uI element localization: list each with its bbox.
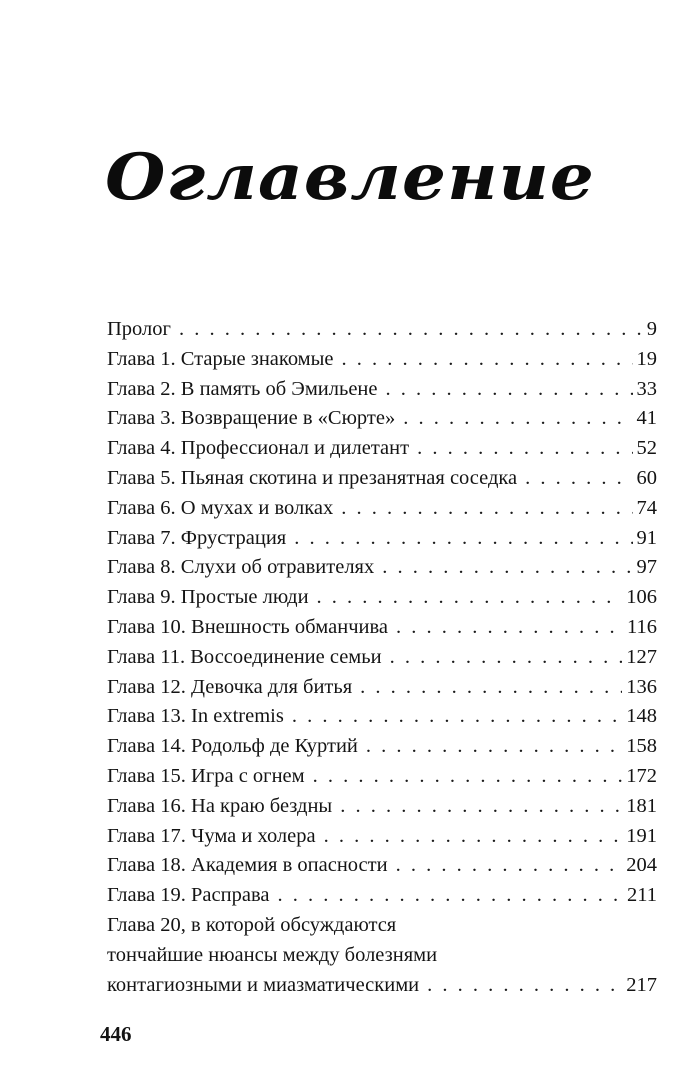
dot-leader xyxy=(366,732,622,762)
toc-entry-chapter-15 xyxy=(107,762,657,792)
toc-entry-label: Глава 15. Игра с огнем xyxy=(107,764,305,787)
dot-leader xyxy=(427,971,622,1001)
toc-entry-label-line-1: Глава 20, в которой обсуждаются xyxy=(107,913,397,936)
toc-entry-chapter-19 xyxy=(107,881,657,911)
dot-leader xyxy=(292,702,622,732)
toc-entry-chapter-5 xyxy=(107,464,657,494)
toc-entry-page: 74 xyxy=(636,496,657,519)
dot-leader xyxy=(360,673,622,703)
toc-entry-page: 172 xyxy=(626,764,657,787)
dot-leader xyxy=(396,613,623,643)
toc-entry-chapter-18 xyxy=(107,851,657,881)
toc-entry-final-line xyxy=(107,971,657,1001)
toc-entry-label: Глава 9. Простые люди xyxy=(107,586,309,609)
dot-leader xyxy=(525,464,632,494)
toc-entry-label-line-3: контагиозными и миазматическими xyxy=(107,973,420,996)
toc-entry-label: Глава 3. Возвращение в «Сюрте» xyxy=(107,407,396,430)
toc-entry-chapter-13 xyxy=(107,702,657,732)
toc-entry-label: Глава 17. Чума и холера xyxy=(107,824,316,847)
toc-entry-label: Глава 4. Профессионал и дилетант xyxy=(107,437,410,460)
toc-entry-page: 97 xyxy=(636,556,657,579)
dot-leader xyxy=(386,375,633,405)
dot-leader xyxy=(396,851,623,881)
toc-entry-chapter-16 xyxy=(107,792,657,822)
toc-entry-page: 41 xyxy=(636,407,657,430)
toc-entry-label: Глава 14. Родольф де Куртий xyxy=(107,735,358,758)
toc-entry-page: 33 xyxy=(636,377,657,400)
toc-entry-page: 60 xyxy=(636,466,657,489)
dot-leader xyxy=(277,881,623,911)
toc-entry-label: Глава 12. Девочка для битья xyxy=(107,675,353,698)
toc-entry-page: 148 xyxy=(626,705,657,728)
toc-entry-chapter-20 xyxy=(107,911,657,1000)
dot-leader xyxy=(340,792,622,822)
toc-entry-label: Глава 11. Воссоединение семьи xyxy=(107,645,382,668)
toc-entry-label: Пролог xyxy=(107,318,171,340)
toc-entry-page: 116 xyxy=(627,615,657,638)
toc-entry-page: 52 xyxy=(636,437,657,460)
toc-entry-page: 19 xyxy=(636,347,657,370)
toc-entry-chapter-1 xyxy=(107,345,657,375)
toc-entry-chapter-6 xyxy=(107,494,657,524)
toc-entry-chapter-14 xyxy=(107,732,657,762)
dot-leader xyxy=(317,583,623,613)
toc-entry-chapter-2 xyxy=(107,375,657,405)
dot-leader xyxy=(179,315,643,345)
toc-entry-chapter-3 xyxy=(107,404,657,434)
toc-entry-page: 211 xyxy=(627,884,657,907)
toc-entry-label: Глава 1. Старые знакомые xyxy=(107,347,334,370)
toc-entry-page: 9 xyxy=(646,318,657,340)
toc-entry-page: 181 xyxy=(626,794,657,817)
toc-entry-label: Глава 19. Расправа xyxy=(107,884,270,907)
page-title: Оглавление xyxy=(105,140,595,215)
dot-leader xyxy=(390,643,623,673)
toc-entry-label: Глава 16. На краю бездны xyxy=(107,794,333,817)
page-number: 446 xyxy=(100,1022,132,1046)
dot-leader xyxy=(313,762,623,792)
toc-entry-page: 127 xyxy=(626,645,657,668)
toc-entry-chapter-7 xyxy=(107,524,657,554)
dot-leader xyxy=(294,524,632,554)
toc-entry-label: Глава 2. В память об Эмильене xyxy=(107,377,378,400)
toc-entry-chapter-9 xyxy=(107,583,657,613)
dot-leader xyxy=(403,404,632,434)
toc-entry-page: 136 xyxy=(626,675,657,698)
toc-entry-chapter-11 xyxy=(107,643,657,673)
dot-leader xyxy=(417,434,632,464)
toc-entry-page: 191 xyxy=(626,824,657,847)
toc-entry-page: 204 xyxy=(626,854,657,877)
dot-leader xyxy=(341,494,632,524)
toc-entry-label: Глава 8. Слухи об отравителях xyxy=(107,556,375,579)
toc-entry-chapter-4 xyxy=(107,434,657,464)
table-of-contents xyxy=(107,315,657,1000)
toc-entry-page: 91 xyxy=(636,526,657,549)
toc-entry-label: Глава 18. Академия в опасности xyxy=(107,854,388,877)
toc-entry-prologue xyxy=(107,315,657,345)
toc-entry-page: 217 xyxy=(626,973,657,996)
toc-entry-label: Глава 5. Пьяная скотина и презанятная соседка xyxy=(107,466,518,489)
toc-entry-label-line-2: тончайшие нюансы между болезнями xyxy=(107,943,438,966)
toc-entry-chapter-17 xyxy=(107,822,657,852)
toc-entry-label: Глава 13. In extremis xyxy=(107,705,284,728)
toc-entry-label: Глава 6. О мухах и волках xyxy=(107,496,334,519)
toc-entry-chapter-12 xyxy=(107,673,657,703)
dot-leader xyxy=(324,822,623,852)
toc-entry-label: Глава 7. Фрустрация xyxy=(107,526,287,549)
toc-entry-page: 106 xyxy=(626,586,657,609)
toc-entry-label: Глава 10. Внешность обманчива xyxy=(107,615,388,638)
toc-entry-page: 158 xyxy=(626,735,657,758)
dot-leader xyxy=(342,345,633,375)
dot-leader xyxy=(382,553,632,583)
toc-entry-chapter-8 xyxy=(107,553,657,583)
toc-entry-chapter-10 xyxy=(107,613,657,643)
